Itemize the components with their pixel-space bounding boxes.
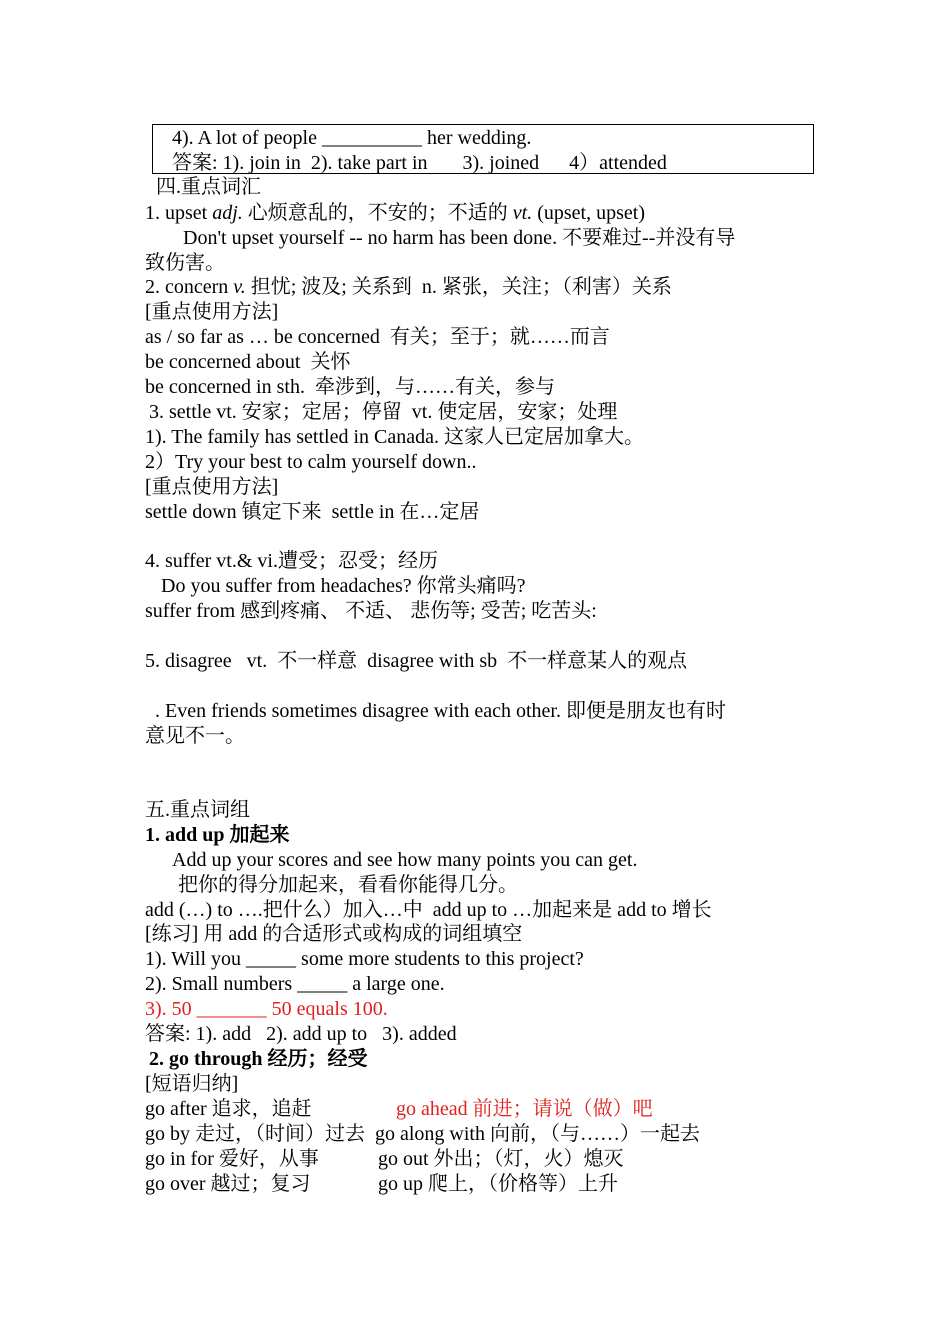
suffer-example: Do you suffer from headaches? 你常头痛吗? bbox=[161, 575, 526, 597]
addup-question-2: 2). Small numbers _____ a large one. bbox=[145, 973, 445, 995]
addup-practice-heading: [练习] 用 add 的合适形式或构成的词组填空 bbox=[145, 923, 523, 945]
settle-example-2: 2）Try your best to calm yourself down.. bbox=[145, 451, 477, 473]
addup-answers: 答案: 1). add 2). add up to 3). added bbox=[145, 1023, 457, 1045]
section5-title: 五.重点词组 bbox=[145, 799, 250, 821]
phrase-go-out: go out 外出；（灯，火）熄灭 bbox=[378, 1148, 624, 1170]
concern-usage-2: be concerned about 关怀 bbox=[145, 351, 351, 373]
suffer-definition: 4. suffer vt.& vi.遭受；忍受；经历 bbox=[145, 550, 438, 572]
upset-example: Don't upset yourself -- no harm has been done. 不要难过--并没有导 bbox=[183, 227, 736, 249]
disagree-example: . Even friends sometimes disagree with each other. 即便是朋友也有时 bbox=[155, 700, 726, 722]
phrase-go-after: go after 追求，追赶 bbox=[145, 1098, 312, 1120]
concern-usage-1: as / so far as … be concerned 有关；至于；就……而言 bbox=[145, 326, 610, 348]
addup-example-translation: 把你的得分加起来，看看你能得几分。 bbox=[178, 874, 518, 896]
phrase-go-up: go up 爬上，（价格等）上升 bbox=[378, 1173, 618, 1195]
phrase-go-over: go over 越过；复习 bbox=[145, 1173, 311, 1195]
upset-definition: 1. upset adj. 心烦意乱的，不安的；不适的 vt. (upset, upset) bbox=[145, 202, 645, 224]
box-answers: 答案: 1). join in 2). take part in 3). joined 4）attended bbox=[172, 152, 667, 174]
gothrough-summary-heading: [短语归纳] bbox=[145, 1073, 239, 1095]
phrase-go-in-for: go in for 爱好，从事 bbox=[145, 1148, 319, 1170]
disagree-example-cont: 意见不一。 bbox=[145, 725, 245, 747]
upset-example-cont: 致伤害。 bbox=[145, 252, 225, 274]
disagree-definition: 5. disagree vt. 不一样意 disagree with sb 不一样意某人的观点 bbox=[145, 650, 688, 672]
addup-question-3: 3). 50 _______ 50 equals 100. bbox=[145, 998, 388, 1020]
settle-usage-1: settle down 镇定下来 settle in 在…定居 bbox=[145, 501, 480, 523]
addup-example: Add up your scores and see how many points you can get. bbox=[172, 849, 638, 871]
addup-heading: 1. add up 加起来 bbox=[145, 824, 290, 846]
phrase-go-ahead: go ahead 前进；请说（做）吧 bbox=[396, 1098, 653, 1120]
section4-title: 四.重点词汇 bbox=[156, 176, 261, 198]
phrase-go-by: go by 走过，（时间）过去 go along with 向前，（与……）一起去 bbox=[145, 1123, 700, 1145]
concern-definition: 2. concern v. 担忧; 波及; 关系到 n. 紧张，关注；（利害）关系 bbox=[145, 276, 672, 298]
settle-usage-heading: [重点使用方法] bbox=[145, 476, 279, 498]
addup-question-1: 1). Will you _____ some more students to this project? bbox=[145, 948, 584, 970]
settle-definition: 3. settle vt. 安家；定居；停留 vt. 使定居，安家；处理 bbox=[149, 401, 618, 423]
gothrough-heading: 2. go through 经历；经受 bbox=[149, 1048, 368, 1070]
suffer-usage: suffer from 感到疼痛、 不适、 悲伤等; 受苦; 吃苦头: bbox=[145, 600, 597, 622]
concern-usage-heading: [重点使用方法] bbox=[145, 301, 279, 323]
addup-note: add (…) to ….把什么）加入…中 add up to …加起来是 add to 增长 bbox=[145, 899, 712, 921]
concern-usage-3: be concerned in sth. 牵涉到，与……有关，参与 bbox=[145, 376, 555, 398]
settle-example-1: 1). The family has settled in Canada. 这家人已定居加拿大。 bbox=[145, 426, 644, 448]
box-question-4: 4). A lot of people __________ her wedding. bbox=[172, 127, 532, 149]
